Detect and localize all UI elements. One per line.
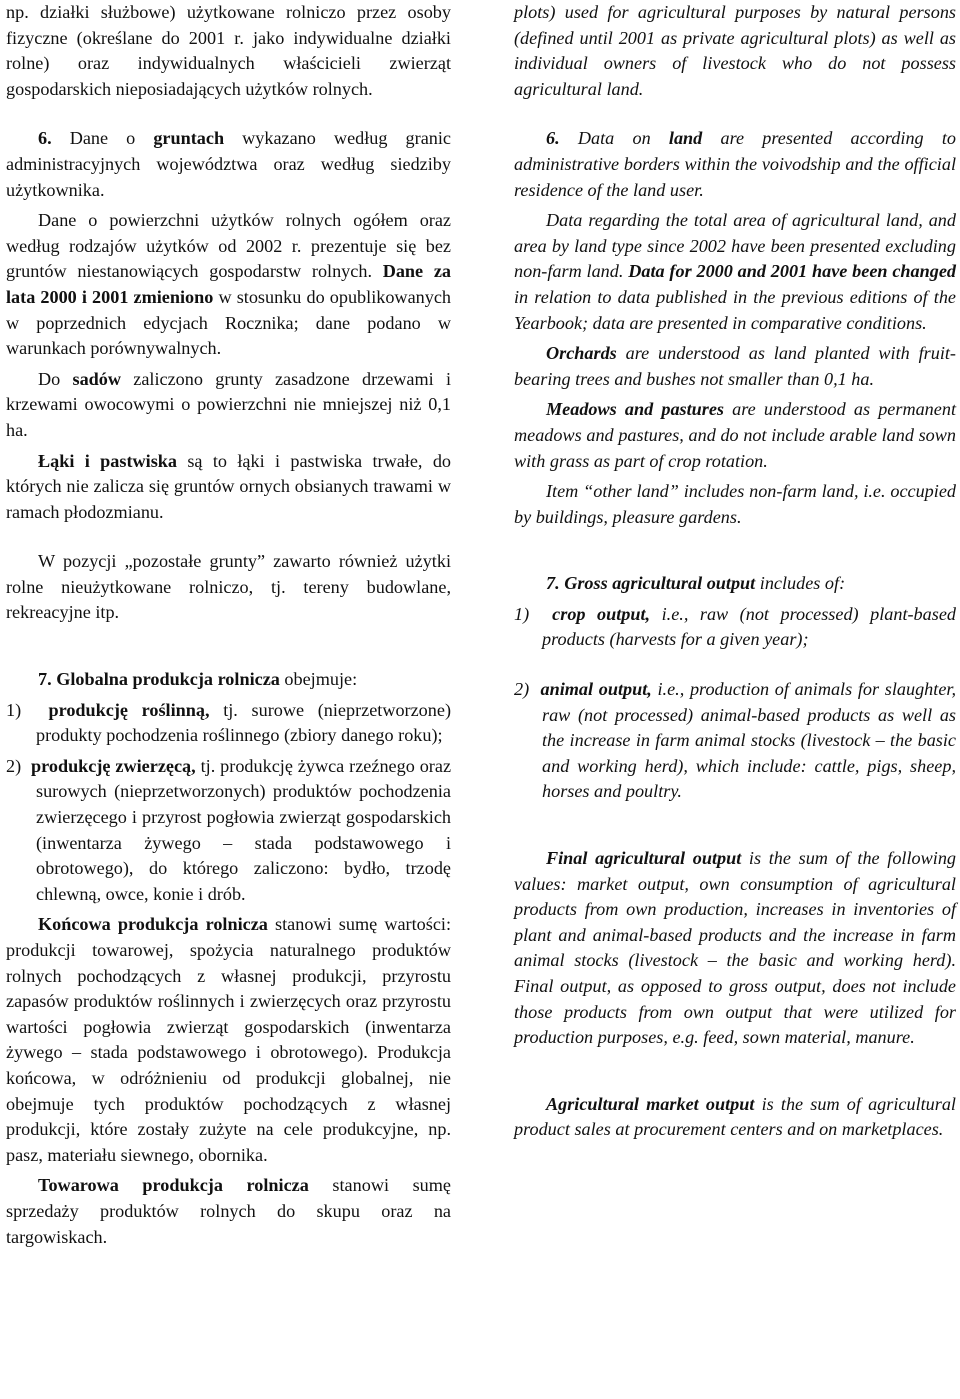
- changed-data-note: Dane za lata 2000 i 2001 zmieniono: [6, 261, 451, 307]
- list-item-animal-output: 2) produkcję zwierzęcą, tj. produkcję żywca rzeźnego oraz surowych (nieprzetworzonych) produktów pochodzenia zwierzęcego i przyrost pogłowia zwierząt gospodarskich (inwentarza żywego – stada podstawowego i obrotowego), do którego zaliczono: bydło, trzodę chlewną, owce, konie i drób.: [6, 755, 452, 904]
- paragraph-orchards: Do sadów zaliczono grunty zasadzone drzewami i krzewami owocowymi o powierzchni nie mniejszej niż 0,1 ha.: [6, 368, 451, 440]
- list-marker: 1): [514, 603, 530, 624]
- term-animal-output: produkcję zwierzęcą,: [31, 755, 196, 776]
- paragraph-6-land: 6. Data on land are presented according to administrative borders within the voivodship and the official residence of the land user.: [514, 128, 957, 200]
- term-orchards: sadów: [72, 368, 122, 389]
- term-land: gruntach: [153, 128, 225, 149]
- term-final-output: Końcowa produkcja rolnicza: [38, 914, 268, 935]
- term-meadows: Meadows and pastures: [546, 399, 725, 420]
- paragraph-6-land: 6. Dane o gruntach wykazano według granic administracyjnych województwa oraz według siedziby użytkownika.: [6, 128, 451, 200]
- list-item-crop-output: 1) crop output, i.e., raw (not processed) plant-based products (harvests for a given year);: [514, 603, 956, 650]
- term-market-output: Towarowa produkcja rolnicza: [38, 1175, 309, 1196]
- paragraph-land-area: Data regarding the total area of agricultural land, and area by land type since 2002 have been presented excluding non-farm land. Data for 2000 and 2001 have been changed in relation to data published in the previous editions of the Yearbook; data are presented in comparative conditions.: [514, 210, 957, 333]
- term-final-output: Final agricultural output: [546, 848, 742, 869]
- section-number: 7.: [546, 573, 560, 594]
- section-number: 7.: [38, 669, 52, 690]
- paragraph-market-output: Towarowa produkcja rolnicza stanowi sumę sprzedaży produktów rolnych do skupu oraz na targowiskach.: [6, 1175, 451, 1247]
- list-item-crop-output: 1) produkcję roślinną, tj. surowe (nieprzetworzone) produkty pochodzenia roślinnego (zbiory danego roku);: [6, 699, 452, 746]
- paragraph-7-gross-output: 7. Gross agricultural output includes of:: [546, 573, 846, 594]
- paragraph-continuation: np. działki służbowe) użytkowane rolniczo przez osoby fizyczne (określane do 2001 r. jako indywidualne działki rolne) oraz indywidualnych właścicieli zwierząt gospodarskich nieposiadających użytków rolnych.: [6, 2, 451, 99]
- paragraph-meadows: Meadows and pastures are understood as permanent meadows and pastures, and do not include arable land sown with grass as part of crop rotation.: [514, 399, 956, 471]
- list-marker: 2): [6, 755, 22, 776]
- list-marker: 1): [6, 699, 22, 720]
- changed-data-note: Data for 2000 and 2001 have been changed: [628, 261, 957, 282]
- paragraph-land-area: Dane o powierzchni użytków rolnych ogółem oraz według rodzajów użytków od 2002 r. prezentuje się bez gruntów niestanowiących gospodarstw rolnych. Dane za lata 2000 i 2001 zmieniono w stosunku do opublikowanych w poprzednich edycjach Rocznika; dane podano w warunkach porównywalnych.: [6, 210, 451, 359]
- term-crop-output: produkcję roślinną,: [48, 699, 210, 720]
- section-number: 6.: [546, 128, 560, 149]
- polish-column: [6, 0, 451, 1250]
- paragraph-market-output: Agricultural market output is the sum of agricultural product sales at procurement centers and on marketplaces.: [514, 1093, 956, 1140]
- list-item-animal-output: 2) animal output, i.e., production of animals for slaughter, raw (not processed) animal-based products as well as the increase in farm animal stocks (livestock – the basic and working herd), which include: cattle, pigs, sheep, horses and poultry.: [514, 679, 957, 802]
- paragraph-7-gross-output: 7. Globalna produkcja rolnicza obejmuje:: [38, 669, 358, 690]
- paragraph-final-output: Final agricultural output is the sum of the following values: market output, own consumption of agricultural products from own production, increases in inventories of plant and animal-based products and the increase in farm animal stocks (livestock – the basic and working herd). Final output, as opposed to gross output, does not include those products from own output that were utilized for production purposes, e.g. feed, sown material, manure.: [514, 848, 957, 1048]
- english-column: [514, 0, 956, 1143]
- term-land: land: [668, 128, 703, 149]
- section-number: 6.: [38, 128, 52, 149]
- paragraph-other-land: W pozycji „pozostałe grunty” zawarto również użytki rolne nieużytkowane rolniczo, tj. tereny budowlane, rekreacyjne itp.: [6, 551, 451, 623]
- term-crop-output: crop output,: [552, 603, 651, 624]
- term-animal-output: animal output,: [540, 679, 652, 700]
- term-orchards: Orchards: [546, 343, 617, 364]
- paragraph-continuation: plots) used for agricultural purposes by natural persons (defined until 2001 as private agricultural plots) as well as individual owners of livestock who do not possess agricultural land.: [514, 2, 956, 99]
- paragraph-other-land: Item “other land” includes non-farm land, i.e. occupied by buildings, pleasure gardens.: [514, 481, 956, 527]
- term-meadows: Łąki i pastwiska: [38, 450, 177, 471]
- paragraph-final-output: Końcowa produkcja rolnicza stanowi sumę wartości: produkcji towarowej, spożycia naturalnego produktów rolnych pochodzących z własnej produkcji, przyrostu zapasów produktów roślinnych i zwierzęcych oraz przyrostu wartości pogłowia zwierząt gospodarskich (inwentarza żywego – stada podstawowego i obrotowego). Produkcja końcowa, w odróżnieniu od produkcji globalnej, nie obejmuje tych produktów pochodzących z własnej produkcji, które zostały zużyte na cele produkcyjne, np. pasz, materiału siewnego, obornika.: [6, 914, 451, 1165]
- term-gross-output: Globalna produkcja rolnicza: [56, 669, 280, 690]
- paragraph-orchards: Orchards are understood as land planted with fruit-bearing trees and bushes not smaller than 0,1 ha.: [514, 343, 956, 389]
- list-marker: 2): [514, 679, 530, 700]
- term-gross-output: Gross agricultural output: [564, 573, 756, 594]
- paragraph-meadows: Łąki i pastwiska są to łąki i pastwiska trwałe, do których nie zalicza się gruntów ornych obsianych trawami w ramach płodozmianu.: [6, 450, 452, 522]
- term-market-output: Agricultural market output: [546, 1093, 755, 1114]
